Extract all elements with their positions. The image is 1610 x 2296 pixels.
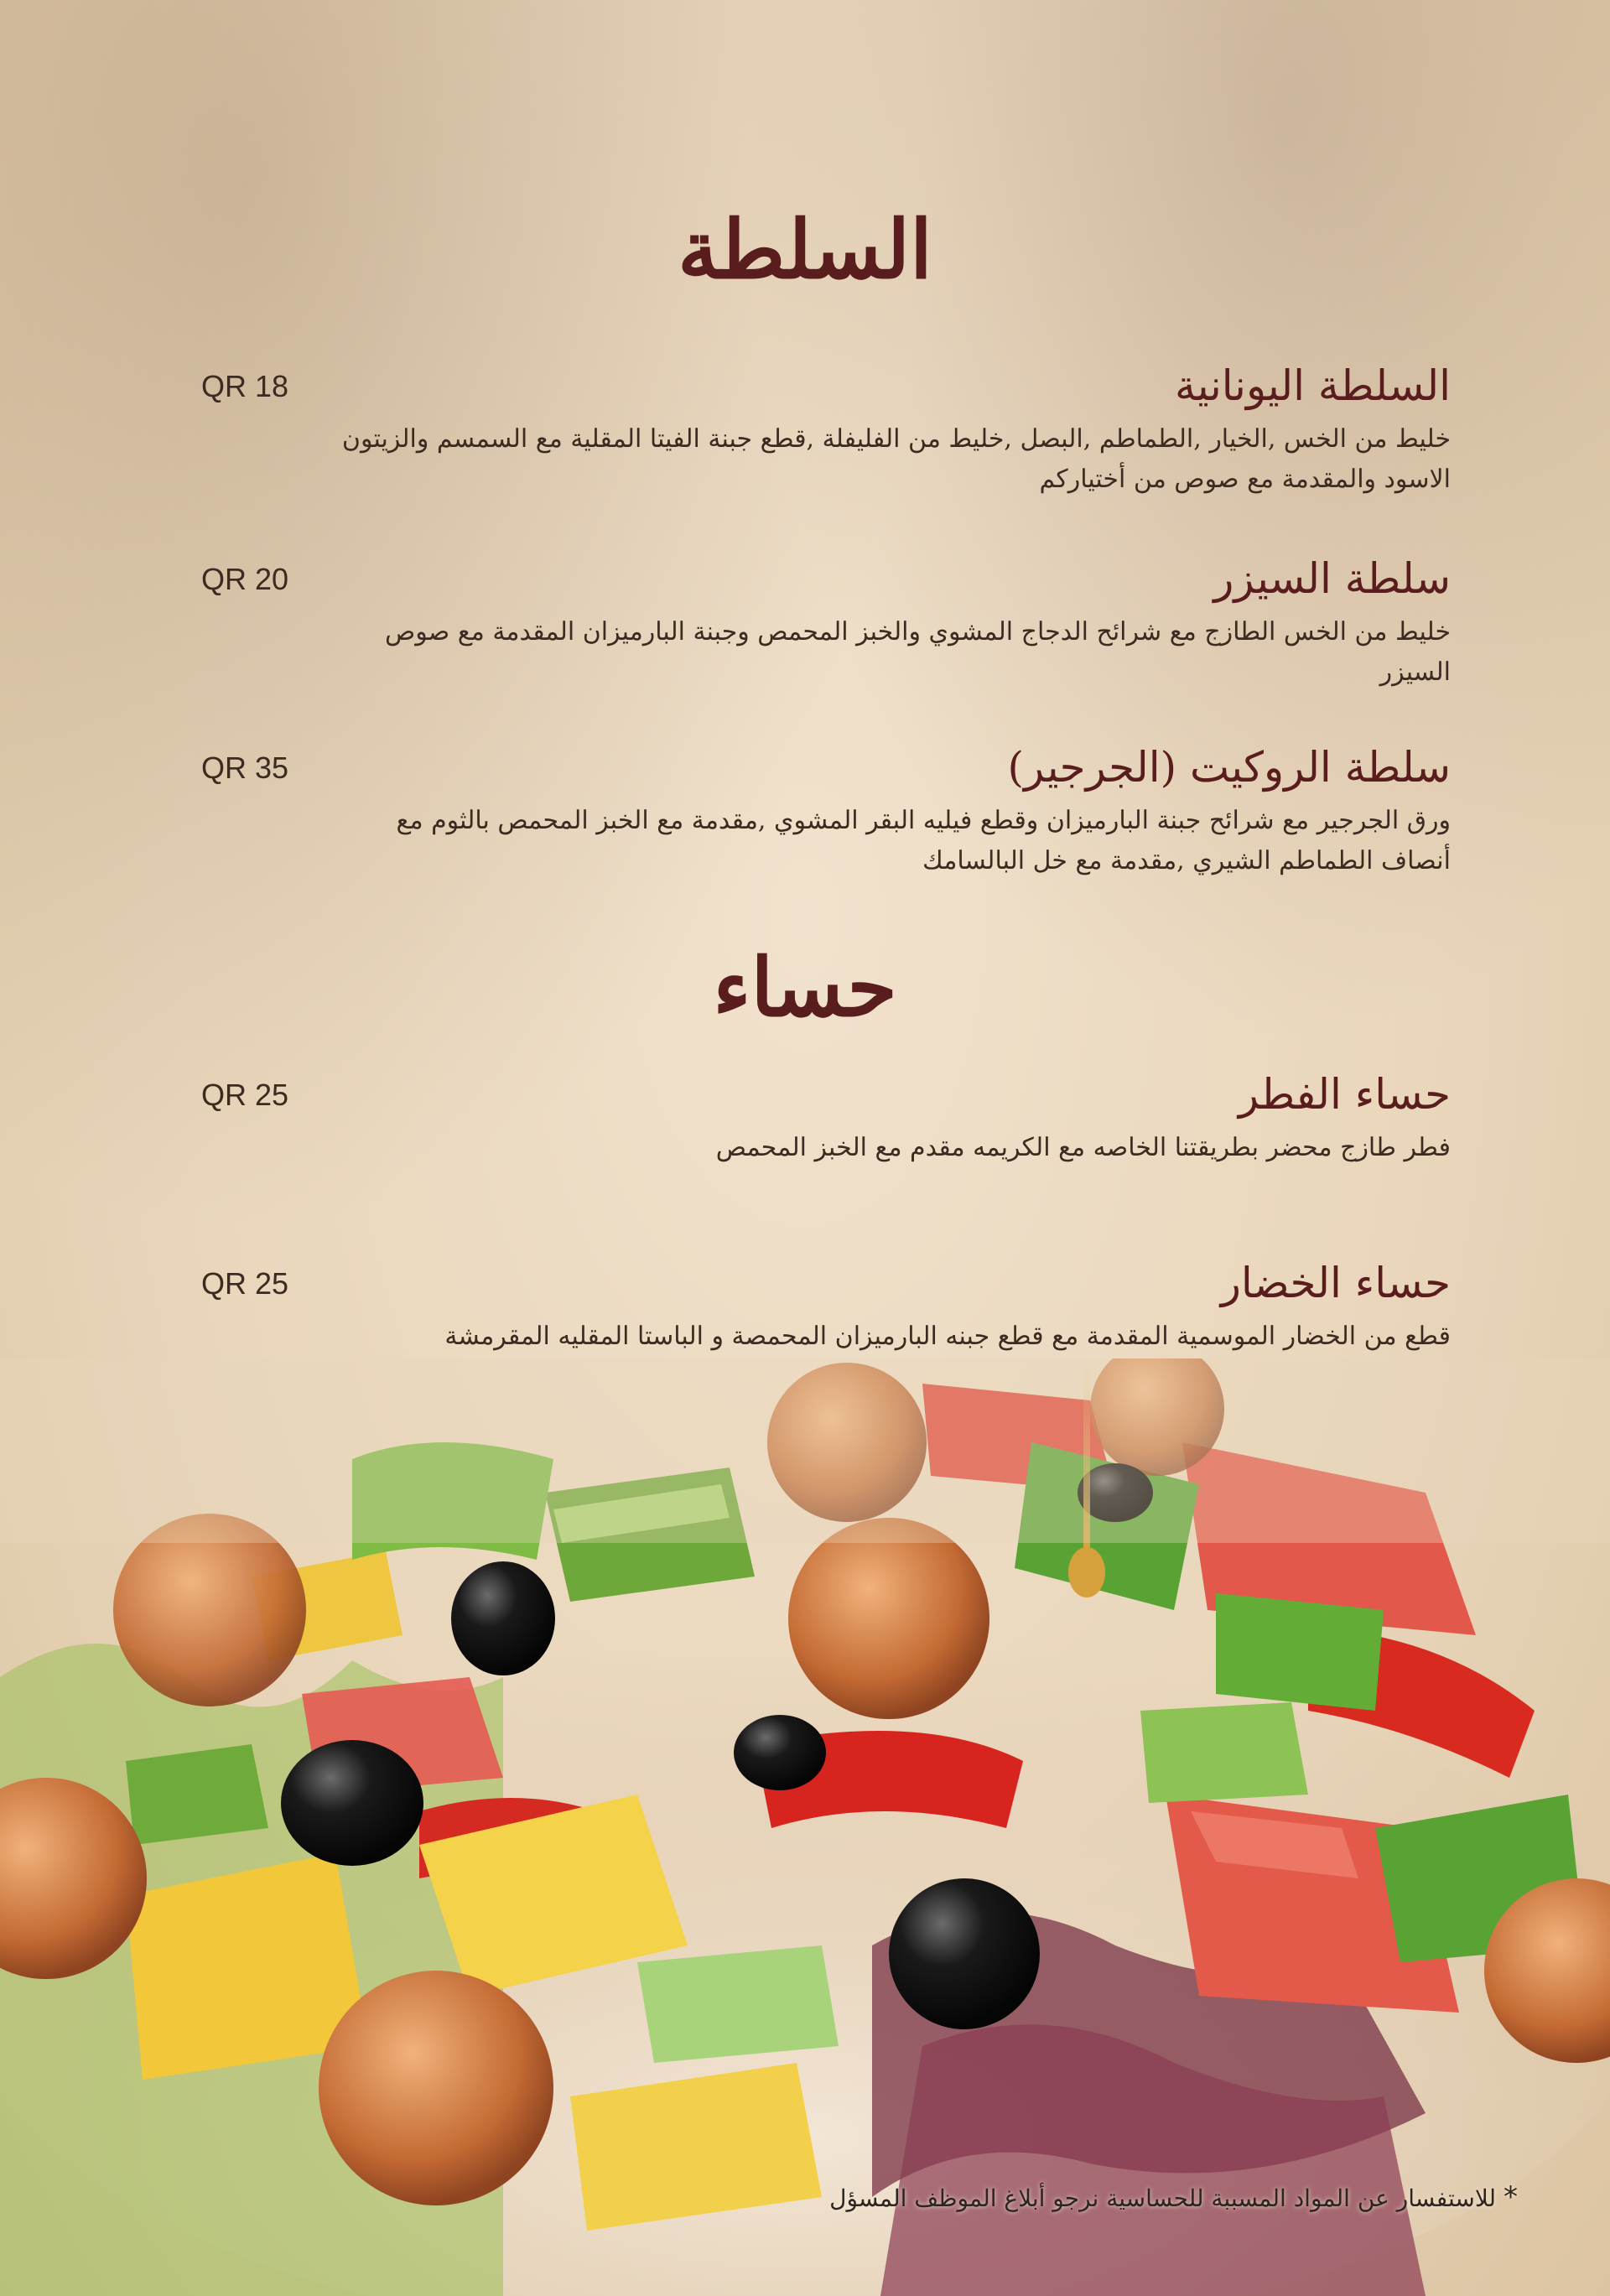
item-price: QR 18 [201, 369, 289, 403]
item-description: قطع من الخضار الموسمية المقدمة مع قطع جبنه البارميزان المحمصة و الباستا المقليه المقرمشة [444, 1322, 1451, 1351]
allergy-note [797, 2180, 1518, 2214]
asterisk: * [1504, 2180, 1518, 2214]
item-description: ورق الجرجير مع شرائح جبنة البارميزان وقطع فيليه البقر المشوي ,مقدمة مع الخبز المحمص بالثوم مع أنصاف الطماطم الشيري ,مقدمة مع خل البالسامك [396, 806, 1451, 875]
item-price: QR 35 [201, 751, 289, 785]
item-price: QR 25 [201, 1266, 289, 1301]
item-description: فطر طازج محضر بطريقتنا الخاصه مع الكريمه مقدم مع الخبز المحمص [715, 1133, 1451, 1162]
salad-photo [0, 1358, 1610, 2296]
allergy-note-text: للاستفسار عن المواد المسببة للحساسية نرجو أبلاغ الموظف المسؤل [829, 2184, 1497, 2212]
item-name: سلطة الروكيت (الجرجير) [1007, 743, 1451, 792]
item-price: QR 25 [201, 1078, 289, 1112]
section-title-soups: حساء [713, 940, 897, 1035]
item-name: حساء الخضار [1220, 1259, 1451, 1307]
item-description: خليط من الخس الطازج مع شرائح الدجاج المشوي والخبز المحمص وجبنة البارميزان المقدمة مع صوص السيزر [384, 617, 1451, 687]
item-name: سلطة السيزر [1213, 554, 1451, 603]
item-description: خليط من الخس ,الخيار ,الطماطم ,البصل ,خليط من الفليفلة ,قطع جبنة الفيتا المقلية مع السمسم والزيتون الاسود والمقدمة مع صوص من أختياركم [341, 424, 1451, 494]
item-name: السلطة اليونانية [1174, 361, 1451, 410]
section-title-salads: السلطة [678, 202, 932, 297]
item-price: QR 20 [201, 562, 289, 596]
item-name: حساء الفطر [1238, 1070, 1451, 1119]
